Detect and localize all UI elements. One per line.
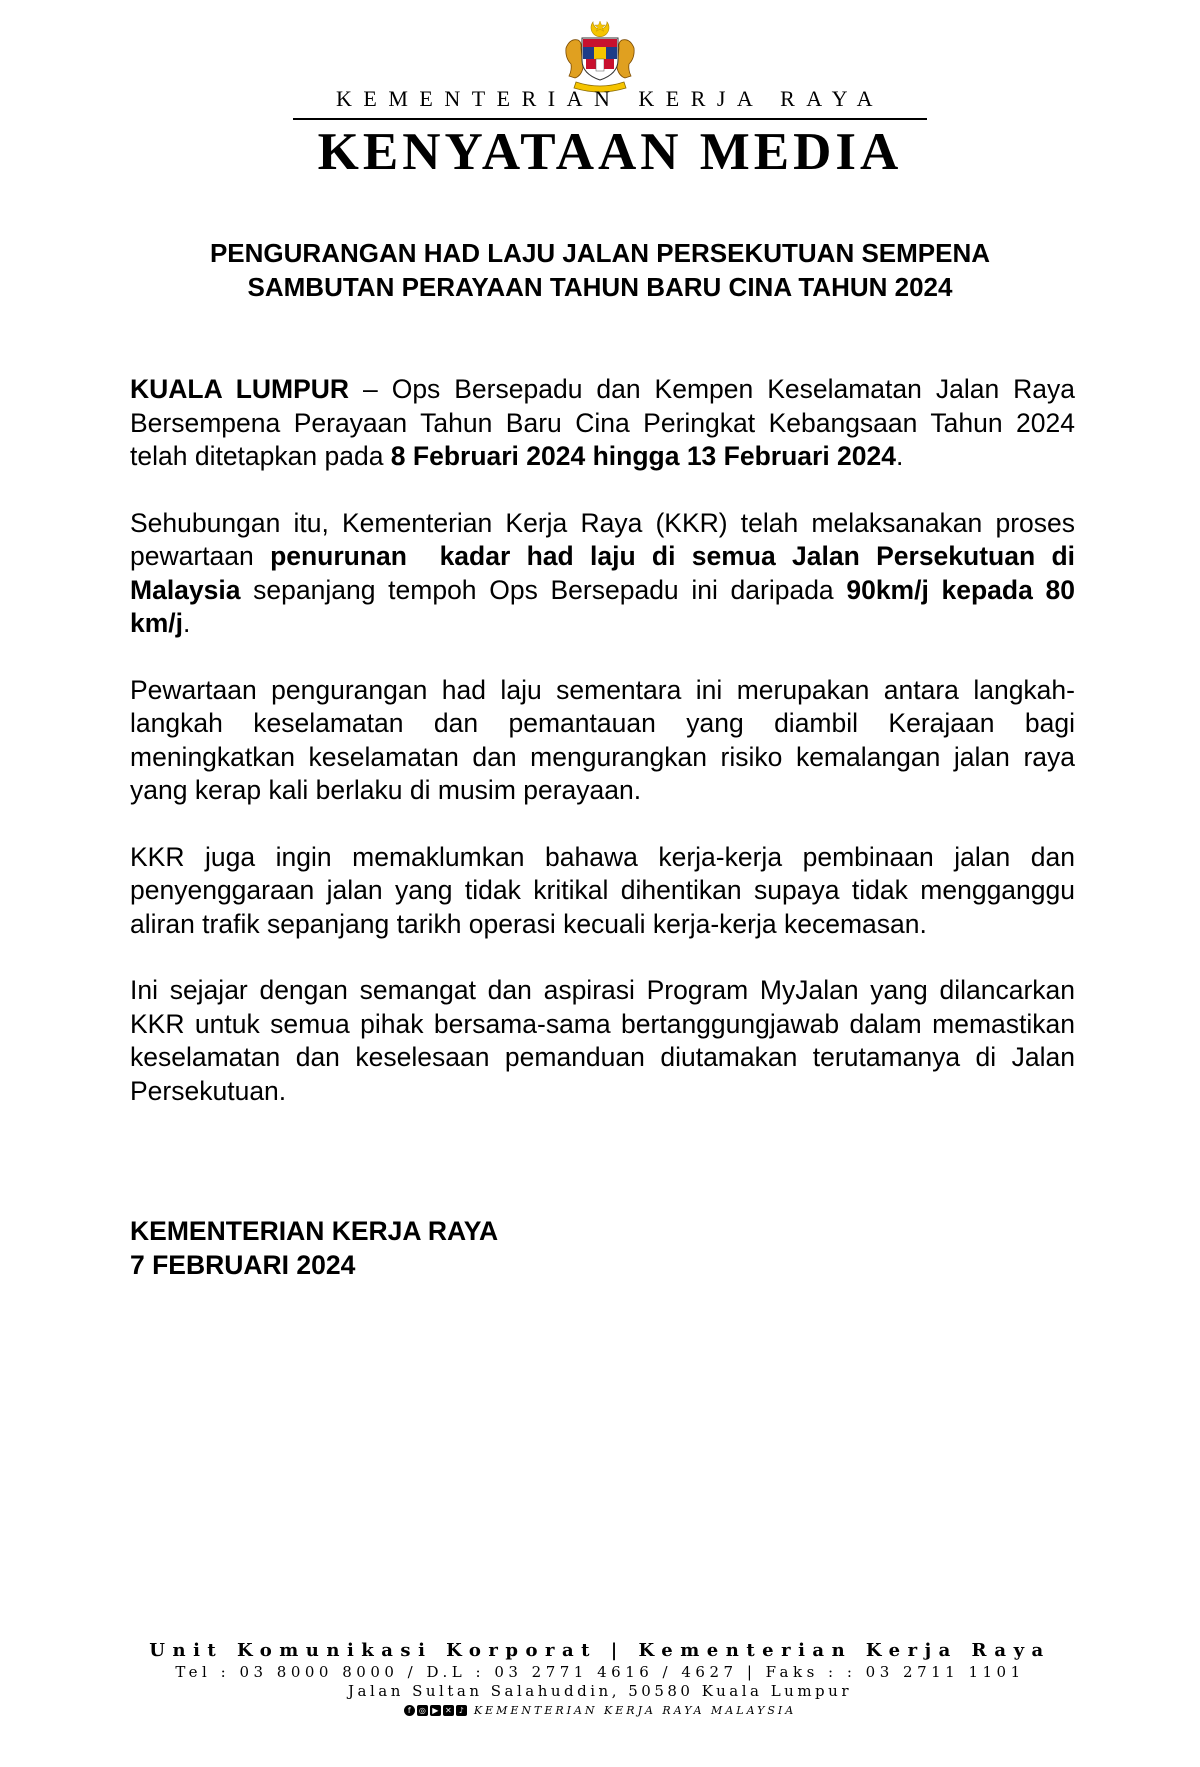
footer-social [0, 1704, 1200, 1717]
youtube-icon[interactable]: ▶ [430, 1705, 441, 1716]
paragraph-2-end: . [183, 608, 191, 638]
press-release-body [130, 373, 1083, 1141]
letterhead-divider [293, 118, 927, 120]
dateline: KUALA LUMPUR [130, 374, 350, 404]
speed-limit-change: 90km/j kepada 80 km/j [130, 574, 1075, 638]
social-icons [404, 1705, 467, 1716]
paragraph-5: Ini sejajar dengan semangat dan aspirasi Program MyJalan yang dilancarkan KKR untuk semua pihak bersama-sama bertanggungjawab dalam memastikan keselamatan dan keselesaan pemanduan diutamakan terutamanya di Jalan Persekutuan. [130, 975, 1075, 1106]
footer-contact: Tel : 03 8000 8000 / D.L : 03 2771 4616 / 4627 | Faks : : 03 2711 1101 [175, 1663, 1025, 1681]
social-handle: KEMENTERIAN KERJA RAYA MALAYSIA [473, 1704, 797, 1717]
x-icon[interactable]: ✕ [443, 1705, 454, 1716]
document-type-title: KENYATAAN MEDIA [317, 123, 903, 181]
paragraph-2-text-2: sepanjang tempoh Ops Bersepadu ini daripada [240, 574, 847, 605]
headline-line-1: PENGURANGAN HAD LAJU JALAN PERSEKUTUAN SEMPENA [209, 238, 991, 268]
paragraph-1 [130, 373, 1075, 474]
signoff-organisation: KEMENTERIAN KERJA RAYA [130, 1216, 499, 1246]
signoff-date: 7 FEBRUARI 2024 [130, 1250, 356, 1280]
press-release-headline [130, 236, 1070, 304]
headline-line-2: SAMBUTAN PERAYAAN TAHUN BARU CINA TAHUN 2024 [247, 272, 953, 302]
facebook-icon[interactable]: f [404, 1705, 415, 1716]
signoff [130, 1214, 498, 1282]
paragraph-1-text: – Ops Bersepadu dan Kempen Keselamatan Jalan Raya Bersempena Perayaan Tahun Baru Cina Peringkat Kebangsaan Tahun 2024 telah ditetapkan pada [130, 374, 1075, 471]
footer-address: Jalan Sultan Salahuddin, 50580 Kuala Lumpur [348, 1682, 852, 1700]
instagram-icon[interactable]: ◎ [417, 1705, 428, 1716]
speed-limit-scope: penurunan kadar had laju di semua Jalan Persekutuan di Malaysia [130, 541, 1083, 605]
paragraph-2-text-1: Sehubungan itu, Kementerian Kerja Raya (KKR) telah melaksanakan proses pewartaan [130, 507, 1075, 571]
paragraph-2 [130, 507, 1083, 641]
paragraph-4: KKR juga ingin memaklumkan bahawa kerja-kerja pembinaan jalan dan penyenggaraan jalan yang tidak kritikal dihentikan supaya tidak mengganggu aliran trafik sepanjang tarikh operasi kecuali kerja-kerja kecemasan. [130, 841, 1075, 939]
malaysia-coat-of-arms-logo [560, 18, 640, 94]
tiktok-icon[interactable]: ♪ [456, 1705, 467, 1716]
footer-unit: Unit Komunikasi Korporat | Kementerian Kerja Raya [149, 1640, 1051, 1661]
paragraph-3: Pewartaan pengurangan had laju sementara ini merupakan antara langkah-langkah keselamatan dan pemantauan yang diambil Kerajaan bagi meningkatkan keselamatan dan mengurangkan risiko kemalangan jalan raya yang kerap kali berlaku di musim perayaan. [130, 674, 1075, 805]
paragraph-1-end: . [896, 441, 904, 471]
ministry-name: KEMENTERIAN KERJA RAYA [336, 86, 884, 111]
operation-dates: 8 Februari 2024 hingga 13 Februari 2024 [390, 441, 896, 471]
